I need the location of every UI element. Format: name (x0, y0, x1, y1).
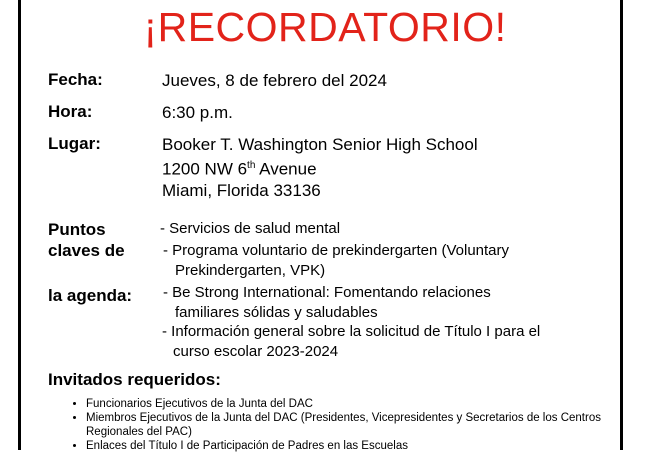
invited-title: Invitados requeridos: (48, 370, 221, 389)
fecha-label: Fecha: (48, 70, 103, 89)
fecha-value: Jueves, 8 de febrero del 2024 (162, 71, 387, 90)
lugar-line-2 (162, 155, 478, 180)
list-item: • Miembros Ejecutivos de la Junta del DAC (Presidentes, Vicepresidentes y Secretarios de los Centros Regionales del PAC) (86, 411, 638, 439)
list-item: • Enlaces del Título I de Participación de Padres en las Escuelas (86, 439, 638, 453)
lugar-address (162, 134, 478, 201)
street-name: Avenue (255, 159, 317, 179)
hora-label: Hora: (48, 102, 93, 121)
agenda-item: - Información general sobre la solicitud de Título I para el (162, 323, 541, 340)
agenda-label-1: Puntos (48, 220, 106, 239)
invited-list (64, 397, 638, 453)
lugar-label: Lugar: (48, 134, 101, 153)
agenda-item: - Be Strong International: Fomentando relaciones (163, 284, 491, 301)
page-title: ¡RECORDATORIO! (143, 4, 507, 50)
ordinal-suffix: th (247, 160, 256, 171)
agenda-item: - Servicios de salud mental (160, 220, 341, 237)
hora-value: 6:30 p.m. (162, 103, 233, 122)
agenda-label-3: la agenda: (48, 286, 133, 305)
agenda-item: - Programa voluntario de prekindergarten (Voluntary (163, 242, 510, 259)
left-border (18, 0, 21, 450)
street-number: 1200 NW 6 (162, 159, 248, 179)
lugar-line-3: Miami, Florida 33136 (162, 180, 321, 200)
lugar-line-1: Booker T. Washington Senior High School (162, 135, 478, 154)
agenda-item: curso escolar 2023-2024 (173, 343, 339, 360)
agenda-item: Prekindergarten, VPK) (175, 262, 326, 279)
agenda-label-2: claves de (48, 241, 125, 260)
right-border (620, 0, 623, 450)
agenda-item: familiares sólidas y saludables (175, 304, 378, 321)
list-item: • Funcionarios Ejecutivos de la Junta del DAC (86, 397, 638, 411)
